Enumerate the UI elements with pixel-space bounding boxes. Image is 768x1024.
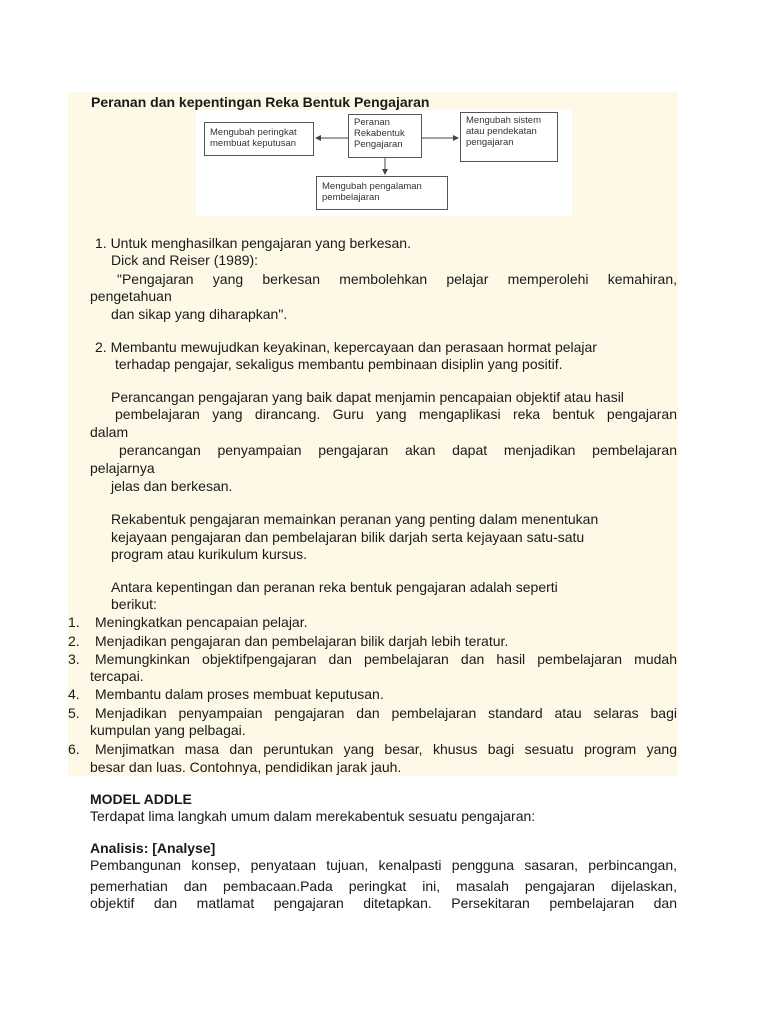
page-title: Peranan dan kepentingan Reka Bentuk Pengajaran — [91, 94, 430, 110]
section2-line: 2. Membantu mewujudkan keyakinan, kepercayaan dan perasaan hormat pelajar — [95, 339, 597, 355]
list-num: 4. — [68, 686, 80, 702]
para1-line: perancangan penyampaian pengajaran akan dapat menjadikan pembelajaran — [119, 442, 677, 458]
model-intro: Terdapat lima langkah umum dalam merekabentuk sesuatu pengajaran: — [90, 808, 536, 824]
para1-line: pembelajaran yang dirancang. Guru yang mengaplikasi reka bentuk pengajaran — [115, 406, 677, 422]
section2-line: terhadap pengajar, sekaligus membantu pembinaan disiplin yang positif. — [115, 356, 563, 372]
list-num: 2. — [68, 633, 80, 649]
list-item: Menjadikan penyampaian pengajaran dan pembelajaran standard atau selaras bagi — [95, 705, 677, 721]
para3-line: Antara kepentingan dan peranan reka bentuk pengajaran adalah seperti — [111, 579, 558, 595]
para1-line: Perancangan pengajaran yang baik dapat menjamin pencapaian objektif atau hasil — [111, 389, 624, 405]
model-heading: MODEL ADDLE — [90, 791, 192, 807]
list-num: 1. — [68, 614, 80, 630]
diagram-box-bottom-line: pembelajaran — [322, 192, 380, 203]
list-item: Meningkatkan pencapaian pelajar. — [95, 614, 308, 630]
section1-quote-line: pengetahuan — [90, 288, 172, 304]
diagram-box-left-line: membuat keputusan — [210, 138, 297, 149]
analisis-heading: Analisis: [Analyse] — [90, 840, 216, 856]
para2-line: Rekabentuk pengajaran memainkan peranan yang penting dalam menentukan — [111, 511, 599, 527]
analisis-line: pemerhatian dan pembacaan.Pada peringkat ini, masalah pengajaran dijelaskan, — [90, 878, 677, 894]
diagram-arrows — [196, 110, 572, 216]
list-item: besar dan luas. Contohnya, pendidikan jarak jauh. — [90, 759, 402, 775]
list-item: kumpulan yang pelbagai. — [90, 722, 246, 738]
list-num: 5. — [68, 705, 80, 721]
diagram-box-right-line: Mengubah sistem — [466, 115, 541, 126]
para1-line: dalam — [90, 424, 129, 440]
para2-line: kejayaan pengajaran dan pembelajaran bilik darjah serta kejayaan satu-satu — [111, 529, 585, 545]
section1-quote-line: "Pengajaran yang berkesan membolehkan pelajar memperolehi kemahiran, — [117, 271, 677, 287]
diagram-box-center-line: Rekabentuk — [354, 128, 405, 139]
list-item: Memungkinkan objektifpengajaran dan pembelajaran dan hasil pembelajaran mudah — [95, 651, 677, 667]
role-diagram — [196, 110, 572, 216]
diagram-box-center-line: Peranan — [354, 117, 390, 128]
para2-line: program atau kurikulum kursus. — [111, 546, 308, 562]
analisis-line: objektif dan matlamat pengajaran ditetapkan. Persekitaran pembelajaran dan — [90, 895, 677, 911]
diagram-box-left-line: Mengubah peringkat — [210, 127, 297, 138]
list-num: 3. — [68, 651, 80, 667]
list-item: Menjadikan pengajaran dan pembelajaran bilik darjah lebih teratur. — [95, 633, 509, 649]
para1-line: jelas dan berkesan. — [111, 478, 233, 494]
diagram-box-right-line: pengajaran — [466, 137, 514, 148]
diagram-box-right-line: atau pendekatan — [466, 126, 537, 137]
para1-line: pelajarnya — [90, 460, 155, 476]
analisis-line: Pembangunan konsep, penyataan tujuan, kenalpasti pengguna sasaran, perbincangan, — [90, 857, 677, 873]
section1-ref: Dick and Reiser (1989): — [111, 252, 259, 268]
section1-heading: 1. Untuk menghasilkan pengajaran yang berkesan. — [95, 235, 411, 251]
section1-quote-line: dan sikap yang diharapkan". — [111, 306, 288, 322]
list-num: 6. — [68, 741, 80, 757]
diagram-box-center-line: Pengajaran — [354, 139, 403, 150]
list-item: Menjimatkan masa dan peruntukan yang besar, khusus bagi sesuatu program yang — [95, 741, 677, 757]
list-item: Membantu dalam proses membuat keputusan. — [95, 686, 384, 702]
diagram-box-bottom-line: Mengubah pengalaman — [322, 181, 422, 192]
list-item: tercapai. — [90, 668, 144, 684]
para3-line: berikut: — [111, 596, 157, 612]
